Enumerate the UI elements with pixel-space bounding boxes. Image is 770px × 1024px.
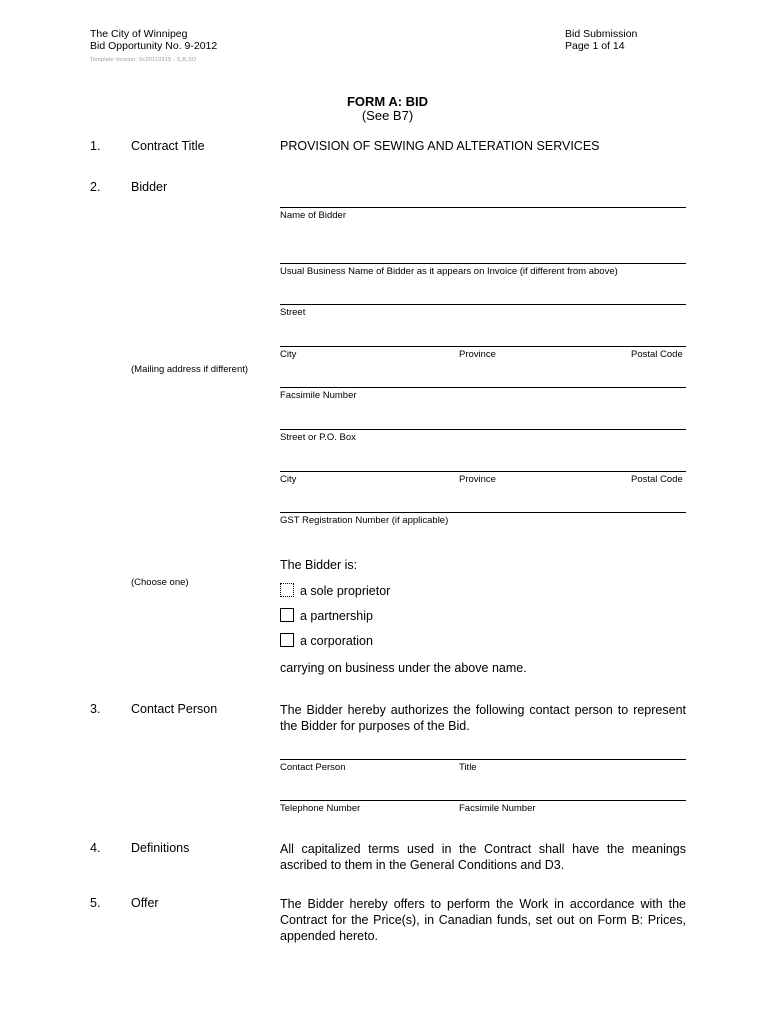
usual-business-name-line[interactable] [280, 263, 686, 264]
corporation-checkbox[interactable] [280, 633, 294, 647]
contact-title-label: Title [459, 762, 477, 773]
partnership-label: a partnership [300, 609, 373, 623]
partnership-checkbox[interactable] [280, 608, 294, 622]
section-3-number: 3. [90, 702, 101, 716]
header-bid-submission: Bid Submission [565, 28, 638, 40]
header-template-version: Template Version: Sc20110315 - S,B,SO [90, 57, 197, 63]
header-page-number: Page 1 of 14 [565, 40, 625, 52]
mailing-postal-code-label: Postal Code [631, 474, 683, 485]
sole-proprietor-checkbox[interactable] [280, 583, 294, 597]
city-label: City [280, 349, 297, 360]
street-line[interactable] [280, 304, 686, 305]
form-subtitle: (See B7) [361, 108, 414, 123]
city-province-postal-line[interactable] [280, 346, 686, 347]
contact-facsimile-label: Facsimile Number [459, 803, 536, 814]
header-bid-opportunity: Bid Opportunity No. 9-2012 [90, 40, 218, 52]
choose-one-note: (Choose one) [131, 577, 189, 588]
section-1-number: 1. [90, 139, 101, 153]
section-3-label: Contact Person [131, 702, 218, 716]
name-of-bidder-label: Name of Bidder [280, 210, 347, 221]
province-label: Province [459, 349, 496, 360]
section-2-number: 2. [90, 180, 101, 194]
definitions-text: All capitalized terms used in the Contract shall have the meanings ascribed to them in the General Conditions and D3. [280, 842, 686, 872]
contact-person-label: Contact Person [280, 762, 346, 773]
mailing-city-label: City [280, 474, 297, 485]
section-5-number: 5. [90, 896, 101, 910]
form-title: FORM A: BID [346, 94, 429, 109]
mailing-province-label: Province [459, 474, 496, 485]
mailing-city-province-postal-line[interactable] [280, 471, 686, 472]
section-5-label: Offer [131, 896, 159, 910]
offer-text: The Bidder hereby offers to perform the Work in accordance with the Contract for the Price(s), in Canadian funds, set out on Form B: Prices, appended hereto. [280, 897, 686, 943]
section-4-number: 4. [90, 841, 101, 855]
sole-proprietor-label: a sole proprietor [300, 584, 391, 598]
section-2-label: Bidder [131, 180, 168, 194]
gst-registration-line[interactable] [280, 512, 686, 513]
street-label: Street [280, 307, 306, 318]
mailing-address-note: (Mailing address if different) [131, 364, 249, 375]
carrying-on-business-text: carrying on business under the above name. [280, 661, 527, 675]
section-1-label: Contract Title [131, 139, 205, 153]
telephone-number-label: Telephone Number [280, 803, 361, 814]
section-4-label: Definitions [131, 841, 190, 855]
name-of-bidder-line[interactable] [280, 207, 686, 208]
contact-person-line[interactable] [280, 759, 686, 760]
contact-person-text: The Bidder hereby authorizes the following contact person to represent the Bidder for purposes of the Bid. [280, 703, 686, 733]
postal-code-label: Postal Code [631, 349, 683, 360]
po-box-label: Street or P.O. Box [280, 432, 356, 443]
usual-business-name-label: Usual Business Name of Bidder as it appears on Invoice (if different from above) [280, 266, 618, 277]
bidder-is-heading: The Bidder is: [280, 558, 358, 572]
facsimile-number-line[interactable] [280, 387, 686, 388]
po-box-line[interactable] [280, 429, 686, 430]
facsimile-number-label: Facsimile Number [280, 390, 357, 401]
contract-title-value: PROVISION OF SEWING AND ALTERATION SERVICES [280, 139, 600, 153]
header-city: The City of Winnipeg [90, 28, 188, 40]
gst-registration-label: GST Registration Number (if applicable) [280, 515, 449, 526]
telephone-line[interactable] [280, 800, 686, 801]
corporation-label: a corporation [300, 634, 373, 648]
